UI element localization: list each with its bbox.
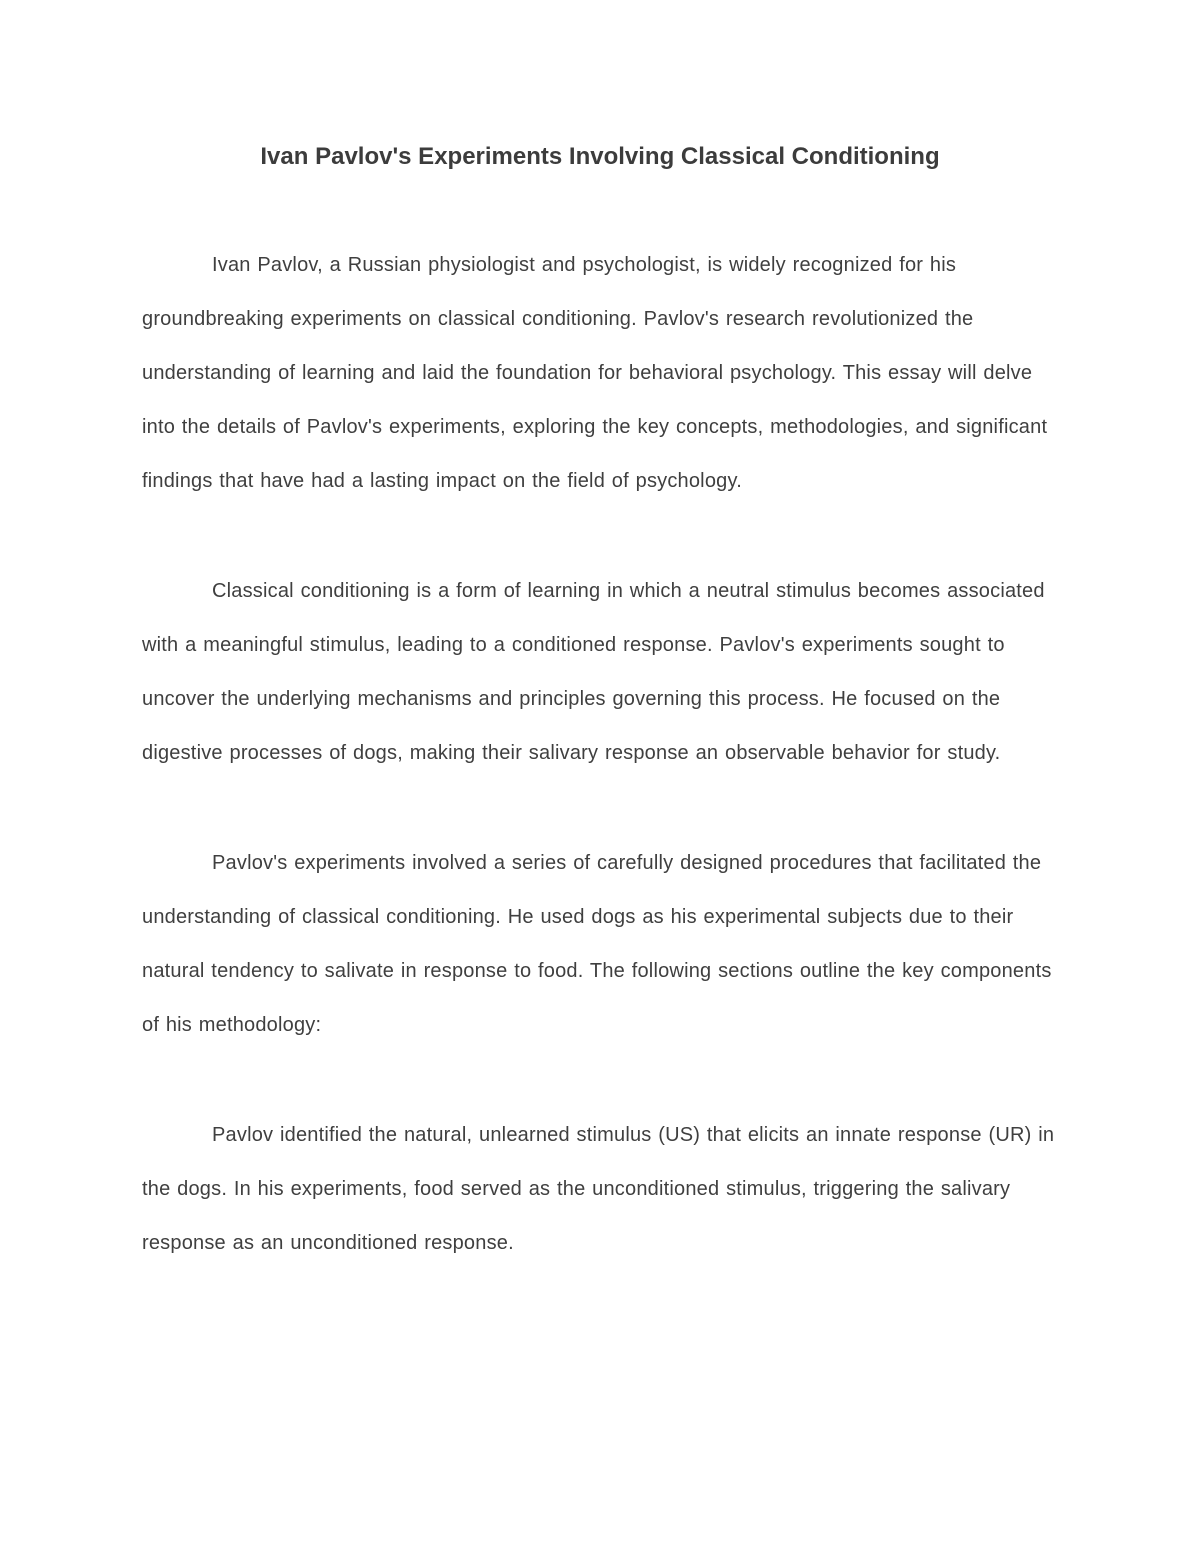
document-title: Ivan Pavlov's Experiments Involving Classical Conditioning xyxy=(260,143,940,170)
paragraph-methodology: Pavlov's experiments involved a series of carefully designed procedures that facilitated the understanding of classical conditioning. He used dogs as his experimental subjects due to their natural tendency to salivate in response to food. The following sections outline the key components of his methodology: xyxy=(142,852,1052,1036)
paragraph-unconditioned-stimulus: Pavlov identified the natural, unlearned stimulus (US) that elicits an innate response (UR) in the dogs. In his experiments, food served as the unconditioned stimulus, triggering the salivary response as an unconditioned response. xyxy=(142,1124,1055,1254)
paragraph-classical-conditioning: Classical conditioning is a form of learning in which a neutral stimulus becomes associated with a meaningful stimulus, leading to a conditioned response. Pavlov's experiments sought to uncover the underlying mechanisms and principles governing this process. He focused on the digestive processes of dogs, making their salivary response an observable behavior for study. xyxy=(142,580,1045,764)
paragraph-intro: Ivan Pavlov, a Russian physiologist and psychologist, is widely recognized for his groundbreaking experiments on classical conditioning. Pavlov's research revolutionized the understanding of learning and laid the foundation for behavioral psychology. This essay will delve into the details of Pavlov's experiments, exploring the key concepts, methodologies, and significant findings that have had a lasting impact on the field of psychology. xyxy=(142,254,1048,492)
document-body xyxy=(142,238,1058,1270)
